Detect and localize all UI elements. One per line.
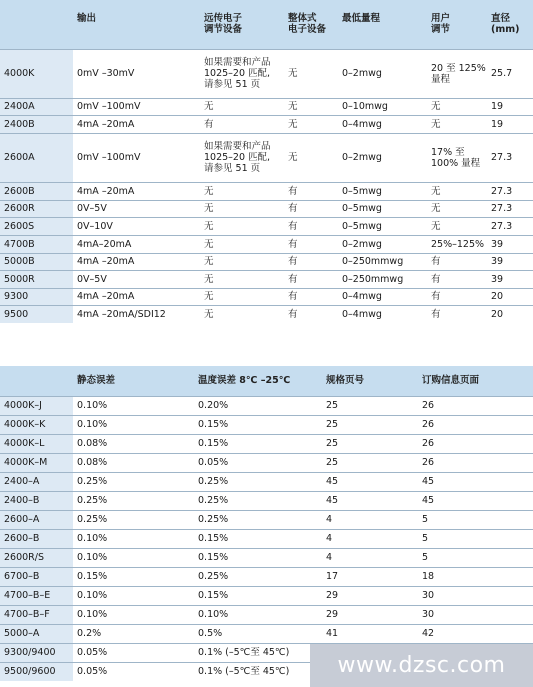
table-cell: 0.1% (–5℃至 45℃): [194, 662, 322, 681]
model-cell: 4000K: [0, 49, 73, 98]
column-header: [0, 0, 73, 49]
model-cell: 2600–A: [0, 510, 73, 529]
table-row: [0, 182, 533, 200]
table-cell: 无: [200, 253, 284, 270]
model-cell: 4000K–J: [0, 396, 73, 415]
model-cell: 2400–B: [0, 491, 73, 510]
table-cell: 0.10%: [73, 548, 194, 567]
model-cell: 4000K–K: [0, 415, 73, 434]
table-cell: 4mA –20mA: [73, 288, 200, 305]
column-header: 最低量程: [342, 13, 381, 24]
table-cell: 0.15%: [194, 415, 322, 434]
column-header: [0, 366, 73, 396]
table-row: [0, 200, 533, 217]
table-cell: 39: [487, 235, 533, 253]
table-cell: 有: [427, 305, 487, 323]
table-cell: 0–4mwg: [338, 115, 427, 133]
table-cell: 0.15%: [194, 548, 322, 567]
table-cell: 20 至 125% 量程: [427, 49, 487, 98]
header-row: [0, 366, 533, 396]
model-cell: 4700B: [0, 235, 73, 253]
table-cell: 20: [487, 305, 533, 323]
table-cell: 26: [418, 434, 533, 453]
model-cell: 9500/9600: [0, 662, 73, 681]
table-cell: 4mA–20mA: [73, 235, 200, 253]
table-cell: 无: [200, 182, 284, 200]
table-cell: 无: [284, 98, 338, 115]
table-row: [0, 98, 533, 115]
column-header: 温度误差 8℃ –25℃: [198, 375, 291, 387]
header-row: [0, 0, 533, 49]
table-cell: 0V–10V: [73, 217, 200, 235]
table-cell: 39: [487, 270, 533, 288]
table-cell: 0–5mwg: [338, 217, 427, 235]
table-cell: 29: [322, 605, 418, 624]
table-cell: 0.25%: [73, 510, 194, 529]
model-cell: 2600S: [0, 217, 73, 235]
table-cell: 0–5mwg: [338, 200, 427, 217]
table-row: [0, 217, 533, 235]
table-cell: 29: [322, 586, 418, 605]
model-cell: 2600A: [0, 133, 73, 182]
table-row: [0, 624, 533, 643]
table-cell: 无: [200, 217, 284, 235]
table-cell: 27.3: [487, 200, 533, 217]
table-cell: 0mV –30mV: [73, 49, 200, 98]
table-cell: 27.3: [487, 217, 533, 235]
table-cell: 25: [322, 434, 418, 453]
table-cell: 有: [200, 115, 284, 133]
column-header: 整体式 电子设备: [288, 13, 327, 35]
table-cell: 17% 至 100% 量程: [427, 133, 487, 182]
table-cell: 26: [418, 453, 533, 472]
table-cell: 有: [284, 182, 338, 200]
table-cell: 0.25%: [194, 491, 322, 510]
table-row: [0, 491, 533, 510]
table-cell: 0.05%: [194, 453, 322, 472]
table-row: [0, 288, 533, 305]
table-cell: 0–5mwg: [338, 182, 427, 200]
model-cell: 9500: [0, 305, 73, 323]
model-cell: 5000R: [0, 270, 73, 288]
table-row: [0, 567, 533, 586]
table-cell: 0.10%: [194, 605, 322, 624]
table-cell: 25%–125%: [427, 235, 487, 253]
table-cell: 41: [322, 624, 418, 643]
model-cell: 2600–B: [0, 529, 73, 548]
table-cell: 18: [418, 567, 533, 586]
table-cell: 0–10mwg: [338, 98, 427, 115]
table-cell: 0.05%: [73, 662, 194, 681]
table-cell: 0.15%: [194, 586, 322, 605]
table-cell: 无: [284, 49, 338, 98]
table-row: [0, 586, 533, 605]
table-row: [0, 133, 533, 182]
column-header: 输出: [77, 13, 97, 24]
table-cell: 无: [427, 200, 487, 217]
table-cell: 45: [418, 491, 533, 510]
table-row: [0, 49, 533, 98]
table-cell: 4: [322, 510, 418, 529]
table-row: [0, 453, 533, 472]
watermark-text: www.dzsc.com: [337, 653, 506, 678]
table-cell: 4mA –20mA: [73, 182, 200, 200]
table-cell: 0.1% (–5℃至 45℃): [194, 643, 322, 662]
table-row: [0, 396, 533, 415]
table-cell: 45: [418, 472, 533, 491]
table-cell: 无: [427, 182, 487, 200]
table-cell: 无: [200, 288, 284, 305]
table-cell: 有: [427, 288, 487, 305]
table-cell: 0.25%: [73, 472, 194, 491]
table-row: [0, 305, 533, 323]
table-cell: 0.2%: [73, 624, 194, 643]
table-cell: 4mA –20mA: [73, 253, 200, 270]
table-row: [0, 434, 533, 453]
table-cell: 30: [418, 586, 533, 605]
table-cell: 无: [427, 217, 487, 235]
model-cell: 4000K–M: [0, 453, 73, 472]
table-cell: 19: [487, 98, 533, 115]
model-cell: 4000K–L: [0, 434, 73, 453]
table-cell: 0.05%: [73, 643, 194, 662]
table-cell: 有: [284, 305, 338, 323]
table-cell: 0.15%: [194, 434, 322, 453]
table-row: [0, 510, 533, 529]
table-row: [0, 529, 533, 548]
model-cell: 5000–A: [0, 624, 73, 643]
table-cell: 0.10%: [73, 396, 194, 415]
table-cell: 17: [322, 567, 418, 586]
table-cell: 有: [284, 217, 338, 235]
column-header: 远传电子 调节设备: [204, 13, 243, 35]
model-cell: 9300: [0, 288, 73, 305]
spec-table: [0, 0, 533, 323]
table-cell: 0.15%: [73, 567, 194, 586]
model-cell: 5000B: [0, 253, 73, 270]
table-cell: 有: [427, 253, 487, 270]
table-row: [0, 415, 533, 434]
table-cell: 0–4mwg: [338, 305, 427, 323]
table-cell: 27.3: [487, 182, 533, 200]
model-cell: 6700–B: [0, 567, 73, 586]
table-cell: 0.10%: [73, 605, 194, 624]
table-cell: 0.20%: [194, 396, 322, 415]
table-cell: 0mV –100mV: [73, 98, 200, 115]
table-cell: 无: [200, 235, 284, 253]
table-cell: 0–2mwg: [338, 49, 427, 98]
table-cell: 0.25%: [194, 510, 322, 529]
model-cell: 4700–B–E: [0, 586, 73, 605]
table-cell: 0.10%: [73, 586, 194, 605]
model-cell: 2400A: [0, 98, 73, 115]
table-cell: 25: [322, 415, 418, 434]
table-cell: 26: [418, 396, 533, 415]
table-cell: 0V–5V: [73, 200, 200, 217]
model-cell: 2400B: [0, 115, 73, 133]
table-cell: 25: [322, 396, 418, 415]
table-cell: 4: [322, 529, 418, 548]
table-cell: 42: [418, 624, 533, 643]
table-cell: 0.08%: [73, 434, 194, 453]
table-row: [0, 472, 533, 491]
table-cell: 5: [418, 548, 533, 567]
table-cell: 有: [284, 270, 338, 288]
table-row: [0, 548, 533, 567]
table-cell: 如果需要和产品 1025–20 匹配, 请参见 51 页: [200, 133, 284, 182]
table-cell: 无: [200, 200, 284, 217]
table-cell: 5: [418, 529, 533, 548]
table-cell: 0.10%: [73, 529, 194, 548]
table-cell: 0.08%: [73, 453, 194, 472]
table-cell: 0–2mwg: [338, 133, 427, 182]
table-cell: 0–2mwg: [338, 235, 427, 253]
table-cell: 0.15%: [194, 529, 322, 548]
model-cell: 2600B: [0, 182, 73, 200]
table-cell: 有: [284, 253, 338, 270]
table-cell: 4: [322, 548, 418, 567]
table-cell: 0mV –100mV: [73, 133, 200, 182]
column-header: 直径 (mm): [491, 13, 520, 35]
model-cell: 9300/9400: [0, 643, 73, 662]
table-cell: 0.10%: [73, 415, 194, 434]
table-row: [0, 605, 533, 624]
table-cell: 0V–5V: [73, 270, 200, 288]
table-cell: 无: [427, 98, 487, 115]
accuracy-table: [0, 366, 533, 681]
table-row: [0, 115, 533, 133]
table-cell: 0–4mwg: [338, 288, 427, 305]
table-cell: 无: [284, 133, 338, 182]
table-cell: 39: [487, 253, 533, 270]
table-cell: 0.25%: [73, 491, 194, 510]
table-cell: 0.5%: [194, 624, 322, 643]
table-cell: 4mA –20mA: [73, 115, 200, 133]
table-cell: 0–250mmwg: [338, 270, 427, 288]
model-cell: 4700–B–F: [0, 605, 73, 624]
table-cell: 0–250mmwg: [338, 253, 427, 270]
watermark: [310, 644, 533, 687]
table-cell: 0.25%: [194, 472, 322, 491]
table-cell: 有: [284, 235, 338, 253]
table-row: [0, 253, 533, 270]
table-cell: 45: [322, 491, 418, 510]
table-cell: 27.3: [487, 133, 533, 182]
table-cell: 25: [322, 453, 418, 472]
table-row: [0, 270, 533, 288]
table-cell: 有: [427, 270, 487, 288]
table-cell: 无: [200, 98, 284, 115]
column-header: 规格页号: [326, 375, 365, 387]
table-cell: 无: [427, 115, 487, 133]
table-cell: 4mA –20mA/SDI12: [73, 305, 200, 323]
column-header: 静态误差: [77, 375, 116, 387]
table-cell: 有: [284, 288, 338, 305]
column-header: 订购信息页面: [422, 375, 480, 387]
table-cell: 0.25%: [194, 567, 322, 586]
model-cell: 2600R/S: [0, 548, 73, 567]
table-cell: 无: [284, 115, 338, 133]
table-cell: 26: [418, 415, 533, 434]
model-cell: 2400–A: [0, 472, 73, 491]
table-cell: 无: [200, 305, 284, 323]
model-cell: 2600R: [0, 200, 73, 217]
table-row: [0, 235, 533, 253]
table-cell: 45: [322, 472, 418, 491]
table-cell: 20: [487, 288, 533, 305]
table-cell: 25.7: [487, 49, 533, 98]
table-cell: 如果需要和产品 1025–20 匹配, 请参见 51 页: [200, 49, 284, 98]
table-cell: 5: [418, 510, 533, 529]
column-header: 用户 调节: [431, 13, 451, 35]
table-cell: 30: [418, 605, 533, 624]
table-cell: 无: [200, 270, 284, 288]
table-cell: 有: [284, 200, 338, 217]
table-cell: 19: [487, 115, 533, 133]
